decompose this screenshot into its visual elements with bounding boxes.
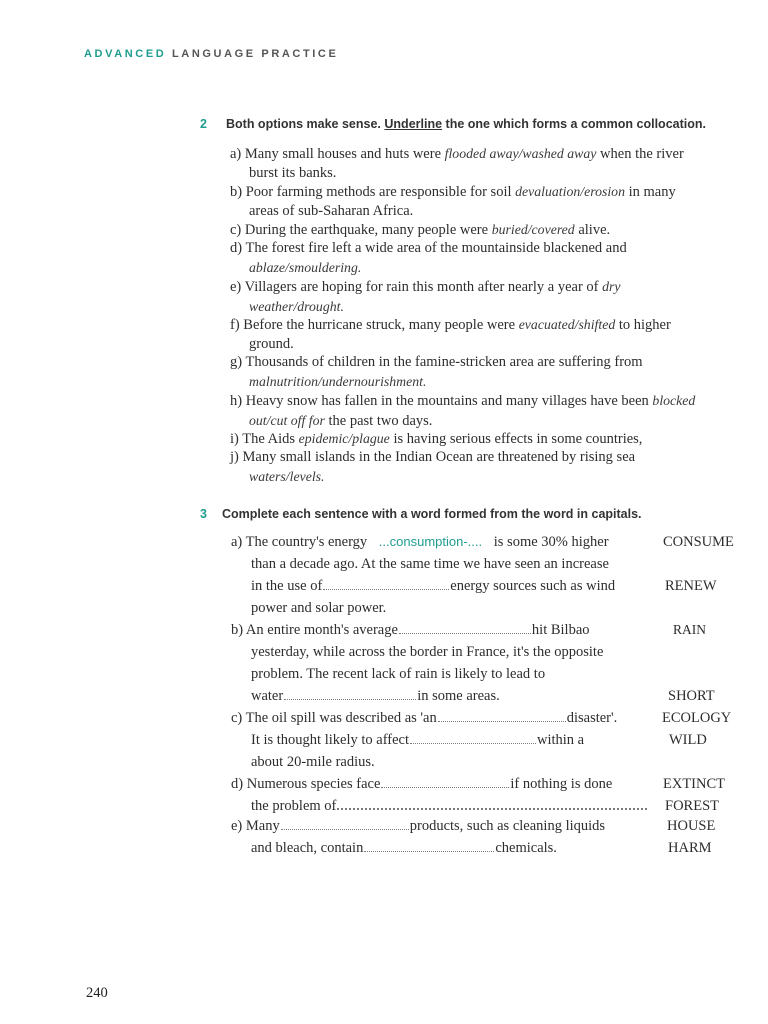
exercise-2-item: j) Many small islands in the Indian Ocean are threatened by rising sea waters/levels.	[230, 449, 636, 484]
running-head-title: LANGUAGE PRACTICE	[171, 48, 339, 60]
ex3-d-blank-2[interactable]	[337, 796, 647, 810]
collocation-options[interactable]: flooded away/washed away	[444, 146, 597, 161]
ex3-a-line2: than a decade ago. At the same time we have seen an increase	[251, 556, 609, 572]
running-head-accent: ADVANCED	[84, 48, 167, 60]
collocation-options[interactable]: dry	[602, 279, 621, 294]
ex3-a-answer: ...consumption-....	[378, 534, 483, 549]
capital-word: HOUSE	[667, 818, 716, 834]
exercise-3-number: 3	[200, 507, 207, 521]
ex3-c-line3: about 20-mile radius.	[251, 754, 375, 770]
capital-word: HARM	[668, 840, 712, 856]
ex3-c-line2: It is thought likely to affect within a	[251, 732, 585, 748]
ex3-d-line1: d) Numerous species face if nothing is done	[231, 776, 613, 792]
ex3-e-line2: and bleach, contain chemicals.	[251, 840, 557, 856]
collocation-options[interactable]: weather/drought.	[249, 299, 344, 314]
exercise-2-instruction: Both options make sense. Underline the one which forms a common collocation.	[226, 117, 706, 131]
running-head	[84, 48, 338, 60]
collocation-options[interactable]: blocked	[652, 393, 696, 408]
ex3-b-line3: problem. The recent lack of rain is likely to lead to	[251, 666, 546, 682]
exercise-3-instruction: Complete each sentence with a word formed from the word in capitals.	[222, 507, 642, 521]
collocation-options[interactable]: waters/levels.	[249, 469, 325, 484]
ex3-c-line1: c) The oil spill was described as 'an disaster'.	[231, 710, 618, 726]
collocation-options[interactable]: evacuated/shifted	[518, 317, 616, 332]
exercise-2-item: g) Thousands of children in the famine-stricken area are suffering from malnutrition/undernourishment.	[230, 354, 643, 389]
ex3-b-line2: yesterday, while across the border in France, it's the opposite	[251, 644, 604, 660]
capital-word: ECOLOGY	[662, 710, 732, 726]
ex3-a-line1: a) The country's energy ...consumption-.... is some 30% higher	[231, 534, 609, 550]
page-number: 240	[86, 985, 108, 1001]
exercise-2-item: d) The forest fire left a wide area of the mountainside blackened and ablaze/smouldering.	[230, 240, 627, 275]
exercise-2-item: c) During the earthquake, many people were buried/covered alive.	[230, 222, 611, 238]
ex3-a-line3: in the use of energy sources such as wind	[251, 578, 616, 594]
capital-word: RENEW	[665, 578, 717, 594]
ex3-c-blank-1[interactable]	[438, 709, 566, 722]
exercise-2-item: e) Villagers are hoping for rain this month after nearly a year of dry weather/drought.	[230, 279, 621, 314]
capital-word: SHORT	[668, 688, 715, 704]
collocation-options[interactable]: devaluation/erosion	[515, 184, 625, 199]
ex3-b-line1: b) An entire month's average hit Bilbao	[231, 622, 590, 638]
capital-word: CONSUME	[663, 534, 734, 550]
ex3-b-line4: water in some areas.	[251, 688, 500, 704]
ex3-e-line1: e) Many products, such as cleaning liquids	[231, 818, 606, 834]
ex3-e-blank-2[interactable]	[364, 839, 494, 852]
collocation-options[interactable]: ablaze/smouldering.	[249, 260, 362, 275]
ex3-d-line2: the problem of	[251, 796, 648, 816]
capital-word: WILD	[669, 732, 707, 748]
capital-word: RAIN	[673, 622, 706, 637]
collocation-options[interactable]: out/cut off for	[249, 413, 325, 428]
ex3-a-blank[interactable]	[323, 577, 449, 590]
capital-word: EXTINCT	[663, 776, 726, 792]
ex3-e-blank-1[interactable]	[281, 817, 409, 830]
exercise-2-item: b) Poor farming methods are responsible for soil devaluation/erosion in many areas of sub-Saharan Africa.	[230, 184, 676, 219]
exercise-2-item: f) Before the hurricane struck, many people were evacuated/shifted to higher ground.	[230, 317, 671, 352]
exercise-2-number: 2	[200, 117, 207, 131]
collocation-options[interactable]: epidemic/plague	[298, 431, 390, 446]
exercise-2-item: h) Heavy snow has fallen in the mountains and many villages have been blocked out/cut off for the past two days.	[230, 393, 696, 429]
ex3-a-line4: power and solar power.	[251, 600, 387, 616]
capital-word: FOREST	[665, 798, 719, 814]
ex3-d-blank-1[interactable]	[381, 775, 509, 788]
exercise-2-item: a) Many small houses and huts were flooded away/washed away when the river burst its banks.	[230, 146, 684, 181]
ex3-b-blank-1[interactable]	[399, 621, 531, 634]
collocation-options[interactable]: malnutrition/undernourishment.	[249, 374, 427, 389]
exercise-2-item: i) The Aids epidemic/plague is having serious effects in some countries,	[230, 431, 643, 447]
collocation-options[interactable]: buried/covered	[491, 222, 575, 237]
ex3-b-blank-2[interactable]	[284, 687, 416, 700]
ex3-c-blank-2[interactable]	[410, 731, 536, 744]
